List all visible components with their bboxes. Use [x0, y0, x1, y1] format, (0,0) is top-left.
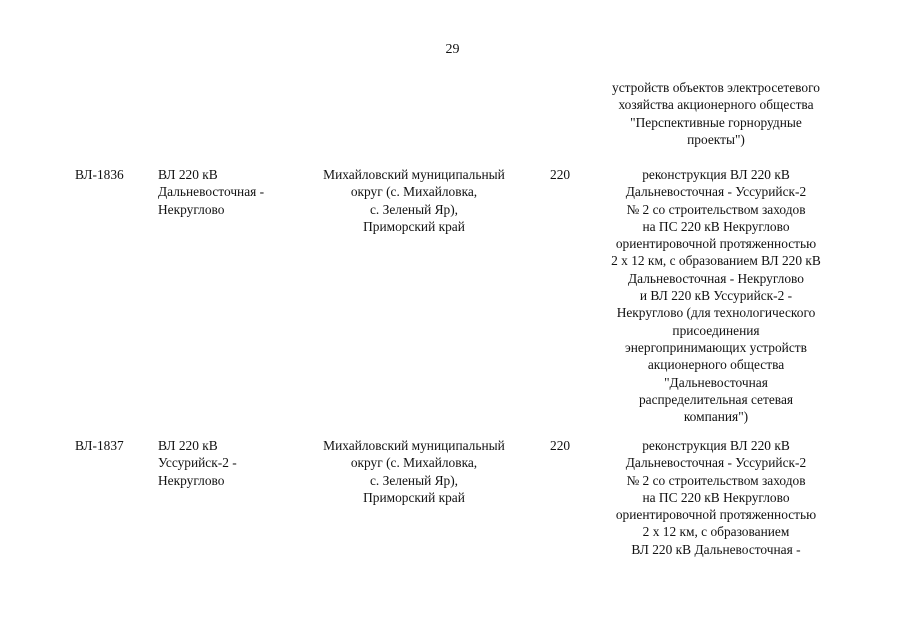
- purpose-part: присоединения: [672, 322, 760, 338]
- row-purpose: [596, 166, 836, 425]
- purpose-part: Дальневосточная - Уссурийск-2: [625, 184, 807, 200]
- location-part: Приморский край: [363, 218, 465, 234]
- purpose-part: и ВЛ 220 кВ Уссурийск-2 -: [639, 288, 793, 304]
- location-part: Михайловский муниципальный: [323, 167, 505, 182]
- row-code: ВЛ-1837: [75, 438, 124, 453]
- row-voltage: 220: [550, 167, 571, 182]
- purpose-part: распределительная сетевая: [638, 391, 794, 407]
- line-name-part: Некруглово: [158, 201, 225, 217]
- purpose-part: на ПС 220 кВ Некруглово: [642, 218, 790, 234]
- page-number: 29: [445, 42, 460, 57]
- location-part: с. Зеленый Яр),: [369, 201, 459, 217]
- purpose-part: на ПС 220 кВ Некруглово: [642, 489, 790, 505]
- purpose-part: Дальневосточная - Некруглово: [628, 270, 804, 286]
- continuation-line: "Перспективные горнорудные: [630, 114, 802, 130]
- purpose-part: акционерного общества: [647, 357, 785, 373]
- location-part: округ (с. Михайловка,: [350, 184, 478, 200]
- row-voltage: 220: [550, 438, 571, 453]
- continuation-line: хозяйства акционерного общества: [618, 97, 814, 113]
- purpose-part: ВЛ 220 кВ Дальневосточная -: [631, 541, 801, 557]
- purpose-part: 2 x 12 км, с образованием ВЛ 220 кВ: [611, 253, 821, 269]
- purpose-part: № 2 со строительством заходов: [626, 472, 806, 488]
- line-name-part: Уссурийск-2 -: [158, 455, 237, 471]
- continuation-purpose-text: [596, 79, 836, 148]
- row-code: ВЛ-1836: [75, 167, 124, 182]
- purpose-part: ориентировочной протяженностью: [615, 507, 817, 523]
- location-part: Приморский край: [363, 489, 465, 505]
- purpose-part: энергопринимающих устройств: [625, 339, 807, 355]
- row-location: [309, 166, 519, 235]
- line-name-part: ВЛ 220 кВ: [158, 167, 218, 182]
- line-name-part: ВЛ 220 кВ: [158, 438, 218, 453]
- line-name-part: Дальневосточная -: [158, 184, 265, 200]
- purpose-part: реконструкция ВЛ 220 кВ: [642, 438, 790, 453]
- location-part: Михайловский муниципальный: [323, 438, 505, 453]
- row-line-name: [158, 437, 237, 489]
- continuation-line: проекты"): [687, 131, 745, 147]
- line-name-part: Некруглово: [158, 472, 225, 488]
- row-line-name: [158, 166, 264, 218]
- purpose-part: ориентировочной протяженностью: [615, 236, 817, 252]
- purpose-part: Некруглово (для технологического: [616, 305, 816, 321]
- purpose-part: "Дальневосточная: [664, 374, 768, 390]
- purpose-part: № 2 со строительством заходов: [626, 201, 806, 217]
- location-part: округ (с. Михайловка,: [350, 455, 478, 471]
- location-part: с. Зеленый Яр),: [369, 472, 459, 488]
- purpose-part: 2 x 12 км, с образованием: [642, 524, 790, 540]
- row-location: [309, 437, 519, 506]
- purpose-part: реконструкция ВЛ 220 кВ: [642, 167, 790, 182]
- purpose-part: компания"): [683, 409, 749, 425]
- continuation-line: устройств объектов электросетевого: [612, 80, 820, 95]
- purpose-part: Дальневосточная - Уссурийск-2: [625, 455, 807, 471]
- row-purpose: [596, 437, 836, 558]
